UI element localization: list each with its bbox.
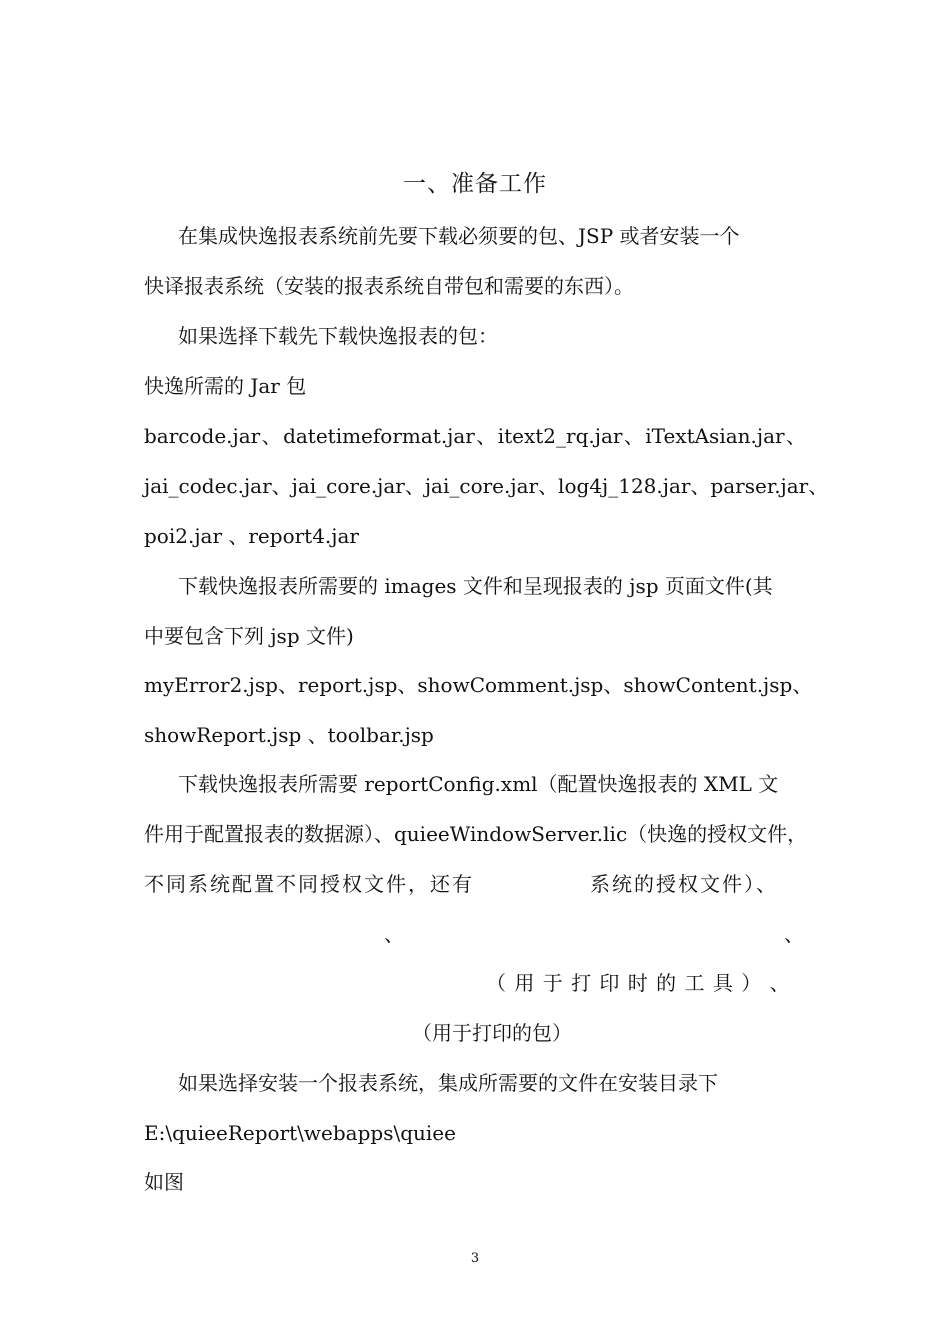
paragraph-4-line-2: 件用于配置报表的数据源）、quieeWindowServer.lic（快逸的授权文件，	[144, 822, 808, 846]
figure-reference: 如图	[144, 1170, 184, 1194]
jsp-item: showContent.jsp	[623, 673, 793, 697]
list-separator: 、	[784, 922, 804, 946]
jar-item: 、jai_core.jar	[271, 474, 405, 498]
jar-item: itext2_rq.jar	[497, 424, 623, 448]
paragraph-4-line-3-start: 不同系统配置不同授权文件，还有	[144, 872, 474, 896]
separator: 、	[786, 424, 806, 448]
paragraph-2: 如果选择下载先下载快逸报表的包：	[178, 324, 498, 348]
jar-item: 、log4j_128.jar	[538, 474, 691, 498]
separator: 、	[792, 673, 813, 697]
jsp-item: myError2.jsp	[144, 673, 278, 697]
jar-item: jai_codec.jar	[144, 474, 272, 498]
paragraph-3-line-1: 下载快逸报表所需要的 images 文件和呈现报表的 jsp 页面文件(其	[178, 574, 773, 598]
jar-item: barcode.jar	[144, 424, 261, 448]
list-separator: 、	[384, 922, 404, 946]
install-path: E:\quieeReport\webapps\quiee	[144, 1121, 456, 1145]
print-tool-note: （ 用 于 打 印 时 的 工 具 ） 、	[486, 971, 791, 995]
separator: 、	[623, 424, 644, 448]
jsp-list-row-2: showReport.jsp 、toolbar.jsp	[144, 723, 434, 747]
jar-item: iTextAsian.jar	[645, 424, 785, 448]
separator: 、	[261, 424, 282, 448]
page-number: 3	[470, 1251, 480, 1266]
paragraph-5-line-1: 如果选择安装一个报表系统，集成所需要的文件在安装目录下	[178, 1071, 718, 1095]
jar-item: 、parser.jar	[690, 474, 809, 498]
separator: 、	[397, 673, 418, 697]
separator: 、	[808, 474, 829, 498]
paragraph-3-line-2: 中要包含下列 jsp 文件)	[144, 624, 354, 648]
paragraph-1-line-1: 在集成快逸报表系统前先要下载必须要的包、JSP 或者安装一个	[178, 224, 740, 248]
separator: 、	[603, 673, 624, 697]
jsp-item: showComment.jsp	[417, 673, 604, 697]
jsp-item: report.jsp	[297, 673, 398, 697]
jar-list-row-3: poi2.jar 、report4.jar	[144, 524, 359, 548]
jar-item: datetimeformat.jar	[283, 424, 475, 448]
jsp-list-row-1	[144, 670, 813, 700]
jar-item: 、jai_core.jar	[404, 474, 539, 498]
paragraph-4-line-1: 下载快逸报表所需要 reportConfig.xml（配置快逸报表的 XML 文	[178, 772, 779, 796]
separator: 、	[277, 673, 298, 697]
section-heading: 一、准备工作	[403, 171, 547, 197]
paragraph-4-line-3-end: 系统的授权文件）、	[590, 872, 778, 896]
print-package-note: （用于打印的包）	[412, 1021, 572, 1045]
jar-list-title: 快逸所需的 Jar 包	[144, 374, 307, 398]
jar-list-row-1	[144, 421, 806, 451]
separator: 、	[476, 424, 497, 448]
paragraph-1-line-2: 快译报表系统（安装的报表系统自带包和需要的东西）。	[144, 274, 634, 298]
jar-list-row-2	[144, 471, 829, 501]
